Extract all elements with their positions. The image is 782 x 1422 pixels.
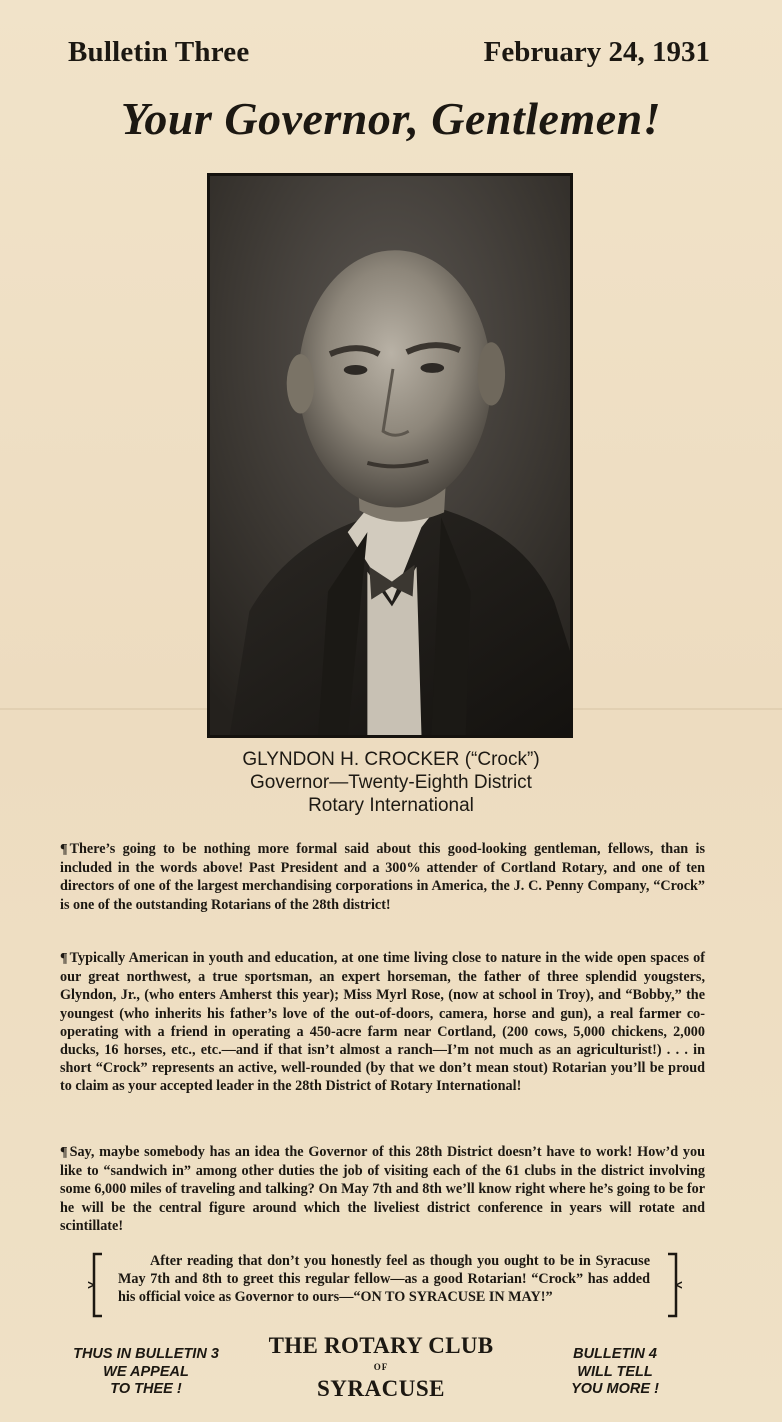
left-bracket-ornament-icon bbox=[88, 1252, 104, 1318]
club-name-line-1: THE ROTARY CLUB bbox=[268, 1333, 494, 1358]
portrait-illustration bbox=[210, 176, 570, 735]
bulletin-date: February 24, 1931 bbox=[483, 36, 710, 68]
footer-right-note bbox=[540, 1346, 690, 1399]
footer-left-note bbox=[56, 1346, 236, 1399]
callout-box bbox=[80, 1252, 690, 1318]
right-bracket-ornament-icon bbox=[666, 1252, 682, 1318]
paragraph-text: Typically American in youth and education, at one time living close to nature in the wide open spaces of our great northwest, a true sportsman, an expert horseman, the father of three splendid yougsters, Glyndon, Jr., (who enters Amherst this year); Miss Myrl Rose, (now at school in Troy), and “Bobby,” the youngest (who inherits his father’s love of the out-of-doors, camera, horse and gun), a real farmer co-operating with a friend in operating a 450-acre farm near Cortland, (200 cows, 5,000 chickens, 2,000 ducks, 16 horses, etc., etc.—and if that isn’t almost a ranch—I’m not much as an agriculturist!) . . . in short “Crock” represents an active, well-rounded (by that we don’t mean stout) Rotarian you’ll be proud to claim as your accepted leader in the 28th District of Rotary International! bbox=[60, 950, 705, 1095]
footer-left-line: WE APPEAL bbox=[103, 1363, 189, 1380]
callout-text: After reading that don’t you honestly feel as though you ought to be in Syracuse May 7th and 8th to greet this regular fellow—as a good Rotarian! “Crock” has added his official voice as Governor to ours—“ON TO SYRACUSE IN MAY!” bbox=[118, 1253, 650, 1305]
club-name-block bbox=[250, 1333, 512, 1402]
caption-title: Governor—Twenty-Eighth District bbox=[250, 772, 532, 793]
portrait-photo bbox=[207, 173, 573, 738]
paragraph-text: Say, maybe somebody has an idea the Governor of this 28th District doesn’t have to work! How’d you like to “sandwich in” among other duties the job of visiting each of the 61 clubs in the district involving some 6,000 miles of traveling and talking? On May 7th and 8th we’ll know right where he’s going to be for he will be the central figure around which the liveliest district conference in years will rotate and scintillate! bbox=[60, 1144, 705, 1234]
footer-right-line: WILL TELL bbox=[577, 1363, 653, 1380]
pilcrow-icon: ¶ bbox=[60, 1145, 68, 1160]
pilcrow-icon: ¶ bbox=[60, 842, 68, 857]
photo-caption bbox=[0, 748, 782, 817]
paragraph-3 bbox=[60, 1143, 705, 1235]
paragraph-1 bbox=[60, 840, 705, 914]
paragraph-text: There’s going to be nothing more formal said about this good-looking gentleman, fellows, than is included in the words above! Past President and a 300% attender of Cortland Rotary, and one of ten directors of one of the largest merchandising corporations in America, the J. C. Penny Company, “Crock” is one of the outstanding Rotarians of the 28th district! bbox=[60, 841, 705, 913]
headline: Your Governor, Gentlemen! bbox=[120, 93, 662, 144]
caption-name: GLYNDON H. CROCKER (“Crock”) bbox=[242, 749, 540, 770]
caption-organization: Rotary International bbox=[308, 795, 474, 816]
club-name-line-2: SYRACUSE bbox=[317, 1376, 445, 1401]
footer-left-line: TO THEE ! bbox=[110, 1381, 182, 1397]
footer-right-line: YOU MORE ! bbox=[571, 1381, 659, 1397]
bulletin-number: Bulletin Three bbox=[68, 36, 250, 68]
footer-left-line: THUS IN BULLETIN 3 bbox=[73, 1346, 219, 1362]
footer-right-line: BULLETIN 4 bbox=[573, 1346, 657, 1362]
paragraph-2 bbox=[60, 949, 705, 1096]
club-name-of: OF bbox=[373, 1362, 389, 1372]
pilcrow-icon: ¶ bbox=[60, 951, 68, 966]
